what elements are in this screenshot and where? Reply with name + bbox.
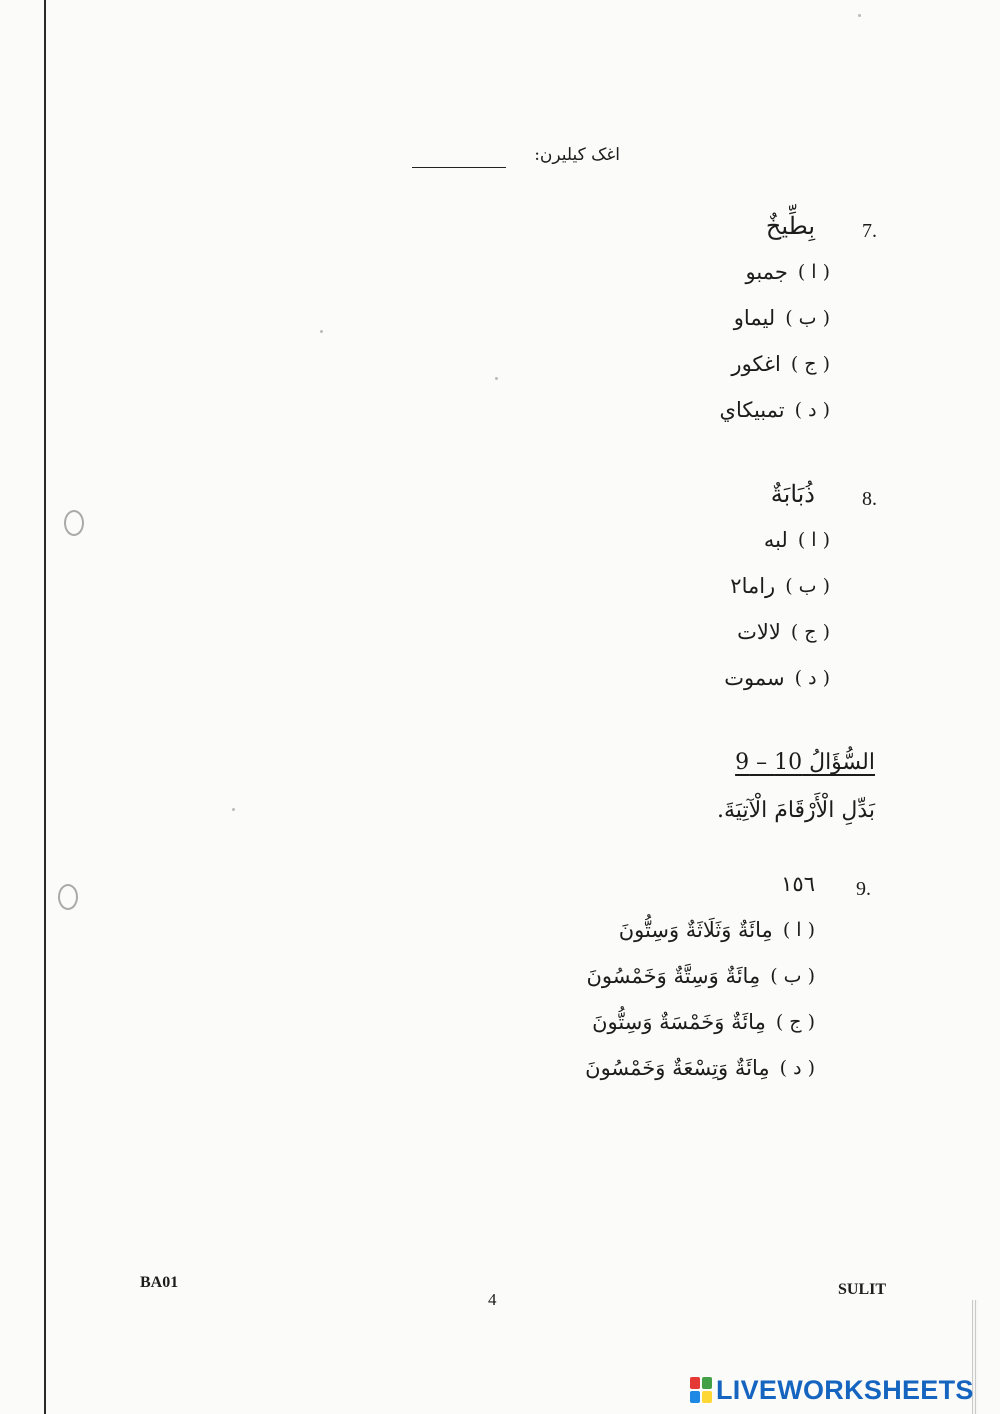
liveworksheets-logo-icon — [690, 1377, 712, 1403]
name-field — [380, 145, 620, 173]
question-9-number: 9. — [856, 878, 871, 900]
option-letter: ( د ) — [794, 399, 830, 421]
scan-speck — [320, 330, 323, 333]
question-8-option-d[interactable] — [724, 666, 830, 690]
option-text: مِائَةٌ وَخَمْسَةٌ وَسِتُّونَ — [592, 1010, 766, 1034]
option-letter: ( د ) — [779, 1057, 815, 1079]
option-letter: ( ج ) — [775, 1011, 815, 1033]
page-number: 4 — [488, 1290, 497, 1309]
page-edge — [44, 0, 46, 1414]
option-letter: ( ب ) — [785, 575, 830, 597]
question-7-option-c[interactable] — [731, 352, 830, 376]
question-8-option-b[interactable] — [730, 574, 830, 598]
question-7-option-d[interactable] — [720, 398, 830, 422]
option-text: اغکور — [731, 352, 781, 376]
option-text: مِائَةٌ وَتِسْعَةٌ وَخَمْسُونَ — [585, 1056, 770, 1080]
option-text: جمبو — [745, 260, 788, 284]
question-9-option-a[interactable] — [619, 918, 815, 942]
question-9-option-d[interactable] — [585, 1056, 815, 1080]
question-9-option-c[interactable] — [592, 1010, 815, 1034]
question-9-option-b[interactable] — [587, 964, 816, 988]
option-text: لالات — [737, 620, 781, 644]
option-letter: ( د ) — [794, 667, 830, 689]
scan-speck — [495, 377, 498, 380]
option-text: مِائَةٌ وَثَلَاثَةٌ وَسِتُّونَ — [618, 918, 773, 942]
footer-classification: SULIT — [838, 1281, 887, 1298]
question-8-number: 8. — [862, 488, 877, 510]
brand-name: LIVEWORKSHEETS — [716, 1374, 974, 1405]
option-letter: ( ج ) — [790, 621, 830, 643]
question-7-number: 7. — [862, 220, 877, 242]
punch-hole-mark — [64, 510, 84, 536]
option-text: سموت — [724, 666, 785, 690]
option-text: مِائَةٌ وَسِتَّةٌ وَخَمْسُونَ — [586, 964, 761, 988]
option-letter: ( ب ) — [770, 965, 815, 987]
question-9-value: ١٥٦ — [781, 872, 815, 896]
question-8-word: ذُبَابَةٌ — [770, 480, 815, 508]
liveworksheets-brand[interactable] — [690, 1374, 974, 1406]
question-8-option-c[interactable] — [737, 620, 830, 644]
punch-hole-mark — [58, 884, 78, 910]
option-text: راما٢ — [730, 574, 776, 598]
option-text: ليماو — [733, 306, 776, 330]
option-letter: ( ا ) — [797, 261, 830, 283]
option-text: لبه — [763, 528, 788, 552]
footer-code: BA01 — [140, 1274, 179, 1291]
question-8-option-a[interactable] — [764, 528, 830, 552]
option-letter: ( ا ) — [782, 919, 815, 941]
question-7-option-b[interactable] — [734, 306, 830, 330]
name-label: اغک کيليرن: — [534, 145, 620, 165]
option-letter: ( ج ) — [790, 353, 830, 375]
option-letter: ( ب ) — [785, 307, 830, 329]
scan-speck — [232, 808, 235, 811]
option-text: تمبيکاي — [719, 398, 785, 422]
question-7-option-a[interactable] — [746, 260, 831, 284]
question-7-word: بِطِّيخٌ — [765, 212, 815, 240]
scan-speck — [858, 14, 861, 17]
section-title: السُّؤَالُ 10 – 9 — [735, 750, 875, 775]
name-blank-line[interactable] — [412, 167, 506, 168]
option-letter: ( ا ) — [797, 529, 830, 551]
section-instruction: بَدِّلِ الْأَرْقَامَ الْآتِيَةَ. — [717, 798, 875, 823]
